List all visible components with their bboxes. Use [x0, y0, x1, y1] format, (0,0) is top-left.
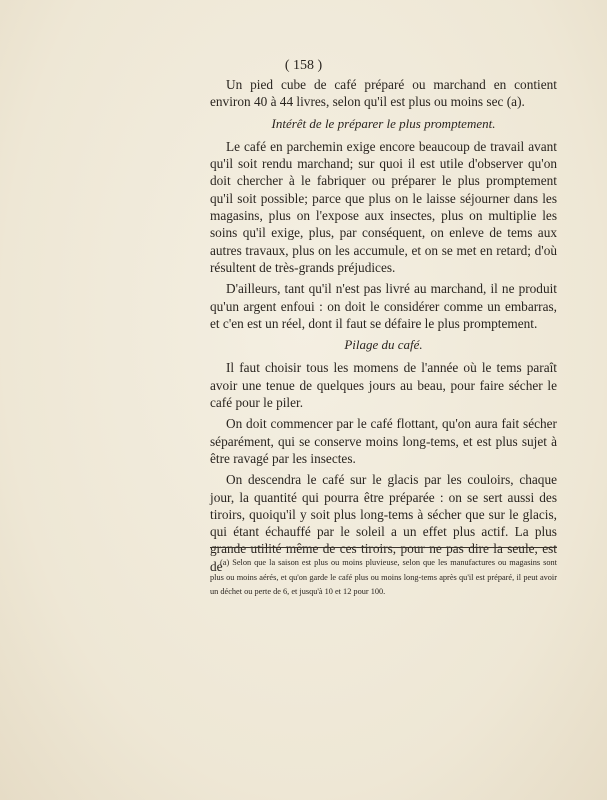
section-heading: Pilage du café.	[344, 337, 423, 353]
footnote-divider	[210, 547, 557, 548]
paragraph: Le café en parchemin exige encore beaucoup de travail avant qu'il soit rendu marchand; sur quoi il est utile d'observer qu'on doit chercher à le fabriquer ou préparer le plus promptement qu'il soit possible; parce que plus on le laisse séjourner dans les magasins, plus on l'expose aux insectes, plus on multiplie les soins qu'il exige, plus, par conséquent, on enleve de tems aux autres travaux, plus on les accumule, et on se met en retard; d'où résultent de très-grands préjudices.	[210, 138, 557, 275]
body-text	[210, 76, 557, 579]
paragraph: Il faut choisir tous les momens de l'année où le tems paraît avoir une tenue de quelques jours au beau, pour faire sécher le café pour le piler.	[210, 360, 557, 411]
paragraph: Un pied cube de café préparé ou marchand en contient environ 40 à 44 livres, selon qu'il est plus ou moins sec (a).	[210, 77, 557, 110]
footnote	[210, 556, 557, 600]
page-number: ( 158 )	[284, 58, 323, 73]
footnote-text: (a) Selon que la saison est plus ou moins pluvieuse, selon que les manufactures ou magasins sont plus ou moins aérés, et qu'on garde le café plus ou moins long-tems après qu'il est préparé, il peut avoir un déchet ou perte de 6, et jusqu'à 10 et 12 pour 100.	[210, 558, 557, 596]
paragraph: On doit commencer par le café flottant, qu'on aura fait sécher séparément, qui se conserve moins long-tems, et est plus sujet à être ravagé par les insectes.	[210, 416, 557, 466]
paragraph: D'ailleurs, tant qu'il n'est pas livré au marchand, il ne produit qu'un argent enfoui : on doit le considérer comme un embarras, et c'en est un réel, dont il faut se défaire le plus promptement.	[210, 281, 557, 331]
section-heading: Intérêt de le préparer le plus promptement.	[271, 115, 496, 131]
paragraph: On descendra le café sur le glacis par les couloirs, chaque jour, la quantité qui pourra être préparée : on se sert aussi des tiroirs, quoiqu'il y soit plus long-tems à sécher que sur le glacis, qui étant échauffé par le soleil a un effet plus actif. La plus grande utilité même de ces tiroirs, pour ne pas dire la seule, est de	[210, 472, 557, 574]
